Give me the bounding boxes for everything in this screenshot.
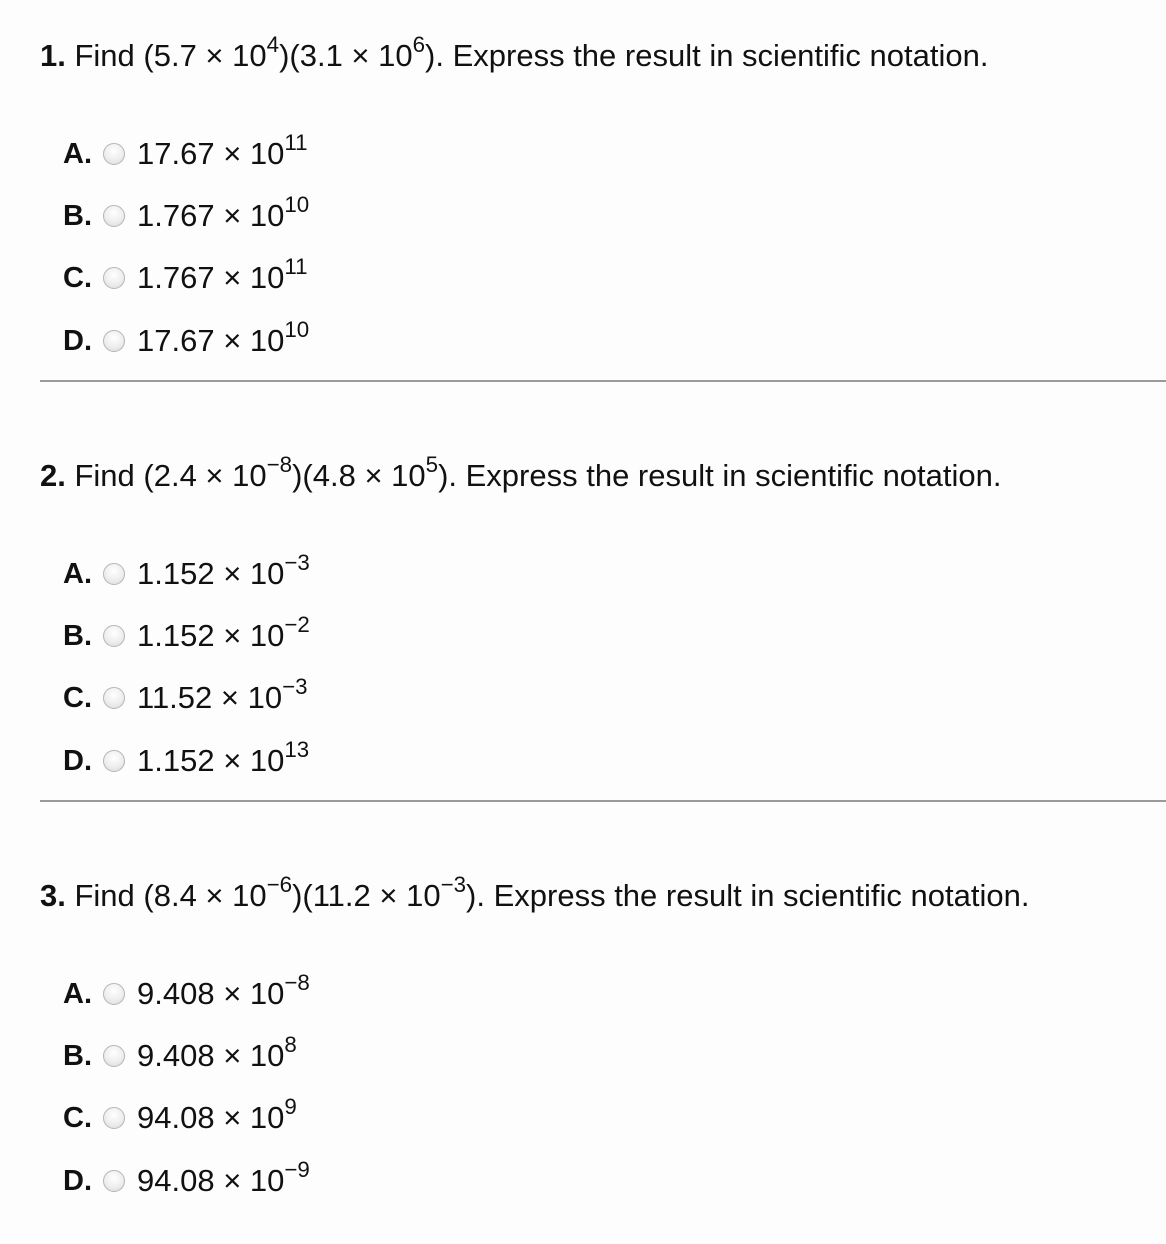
radio-button[interactable] [103,625,125,647]
choice-letter: C. [63,1101,92,1134]
question-3-choice-a[interactable] [63,970,310,1014]
choice-text: $94.08 \times 10^{-9}$ [137,1157,310,1198]
choice-letter: D. [63,1164,92,1197]
choice-letter: A. [63,557,92,590]
prompt-suffix: ). Express the result in scientific notation. [438,458,1002,493]
question-2-choice-a[interactable] [63,550,310,594]
question-3 [40,872,1166,916]
choice-letter: B. [63,1039,92,1072]
choice-letter: D. [63,324,92,357]
prompt-exponent-2: 5 [425,452,439,478]
radio-button[interactable] [103,330,125,352]
question-1-choice-d[interactable] [63,317,310,361]
choice-text: $1.152 \times 10^{-3}$ [137,550,310,591]
question-1-choice-b[interactable] [63,192,310,236]
question-2-choice-d[interactable] [63,737,310,781]
choice-letter: B. [63,619,92,652]
question-1-choice-a[interactable] [63,130,308,174]
question-2 [40,452,1166,496]
radio-button[interactable] [103,267,125,289]
question-divider [40,380,1166,382]
choice-letter: A. [63,137,92,170]
choice-text: $1.152 \times 10^{13}$ [137,737,310,778]
prompt-exponent-1: −8 [266,452,293,478]
question-1-prompt [40,32,1166,76]
radio-button[interactable] [103,563,125,585]
prompt-exponent-2: 6 [412,32,426,58]
prompt-middle: )(3.1 × 10 [279,38,413,73]
radio-button[interactable] [103,1170,125,1192]
question-2-choice-c[interactable] [63,674,308,718]
choice-text: $94.08 \times 10^9$ [137,1094,297,1135]
question-number: 2. [40,458,66,493]
prompt-middle: )(4.8 × 10 [292,458,426,493]
radio-button[interactable] [103,1045,125,1067]
choice-text: $1.767 \times 10^{11}$ [137,254,308,295]
question-3-prompt [40,872,1166,916]
choice-letter: D. [63,744,92,777]
question-3-choice-b[interactable] [63,1032,297,1076]
radio-button[interactable] [103,750,125,772]
prompt-middle: )(11.2 × 10 [292,878,441,913]
choice-text: $17.67 \times 10^{10}$ [137,317,310,358]
choice-text: $9.408 \times 10^{-8}$ [137,970,310,1011]
prompt-prefix: Find (8.4 × 10 [74,878,267,913]
prompt-exponent-1: −6 [266,872,293,898]
choice-text: $1.767 \times 10^{10}$ [137,192,310,233]
prompt-exponent-2: −3 [440,872,467,898]
choice-text: $1.152 \times 10^{-2}$ [137,612,310,653]
question-divider [40,800,1166,802]
choice-text: $11.52 \times 10^{-3}$ [137,674,308,715]
question-3-choice-c[interactable] [63,1094,297,1138]
radio-button[interactable] [103,1107,125,1129]
prompt-exponent-1: 4 [266,32,280,58]
choice-letter: C. [63,681,92,714]
choice-letter: B. [63,199,92,232]
prompt-prefix: Find (5.7 × 10 [74,38,267,73]
choice-letter: A. [63,977,92,1010]
question-3-choice-d[interactable] [63,1157,310,1201]
prompt-suffix: ). Express the result in scientific notation. [466,878,1030,913]
radio-button[interactable] [103,687,125,709]
question-1-choice-c[interactable] [63,254,308,298]
radio-button[interactable] [103,983,125,1005]
choice-text: $9.408 \times 10^8$ [137,1032,297,1073]
question-number: 3. [40,878,66,913]
radio-button[interactable] [103,143,125,165]
question-number: 1. [40,38,66,73]
question-1 [40,32,1166,76]
question-2-choice-b[interactable] [63,612,310,656]
prompt-prefix: Find (2.4 × 10 [74,458,267,493]
question-2-prompt [40,452,1166,496]
choice-letter: C. [63,261,92,294]
prompt-suffix: ). Express the result in scientific notation. [425,38,989,73]
radio-button[interactable] [103,205,125,227]
choice-text: $17.67 \times 10^{11}$ [137,130,308,171]
